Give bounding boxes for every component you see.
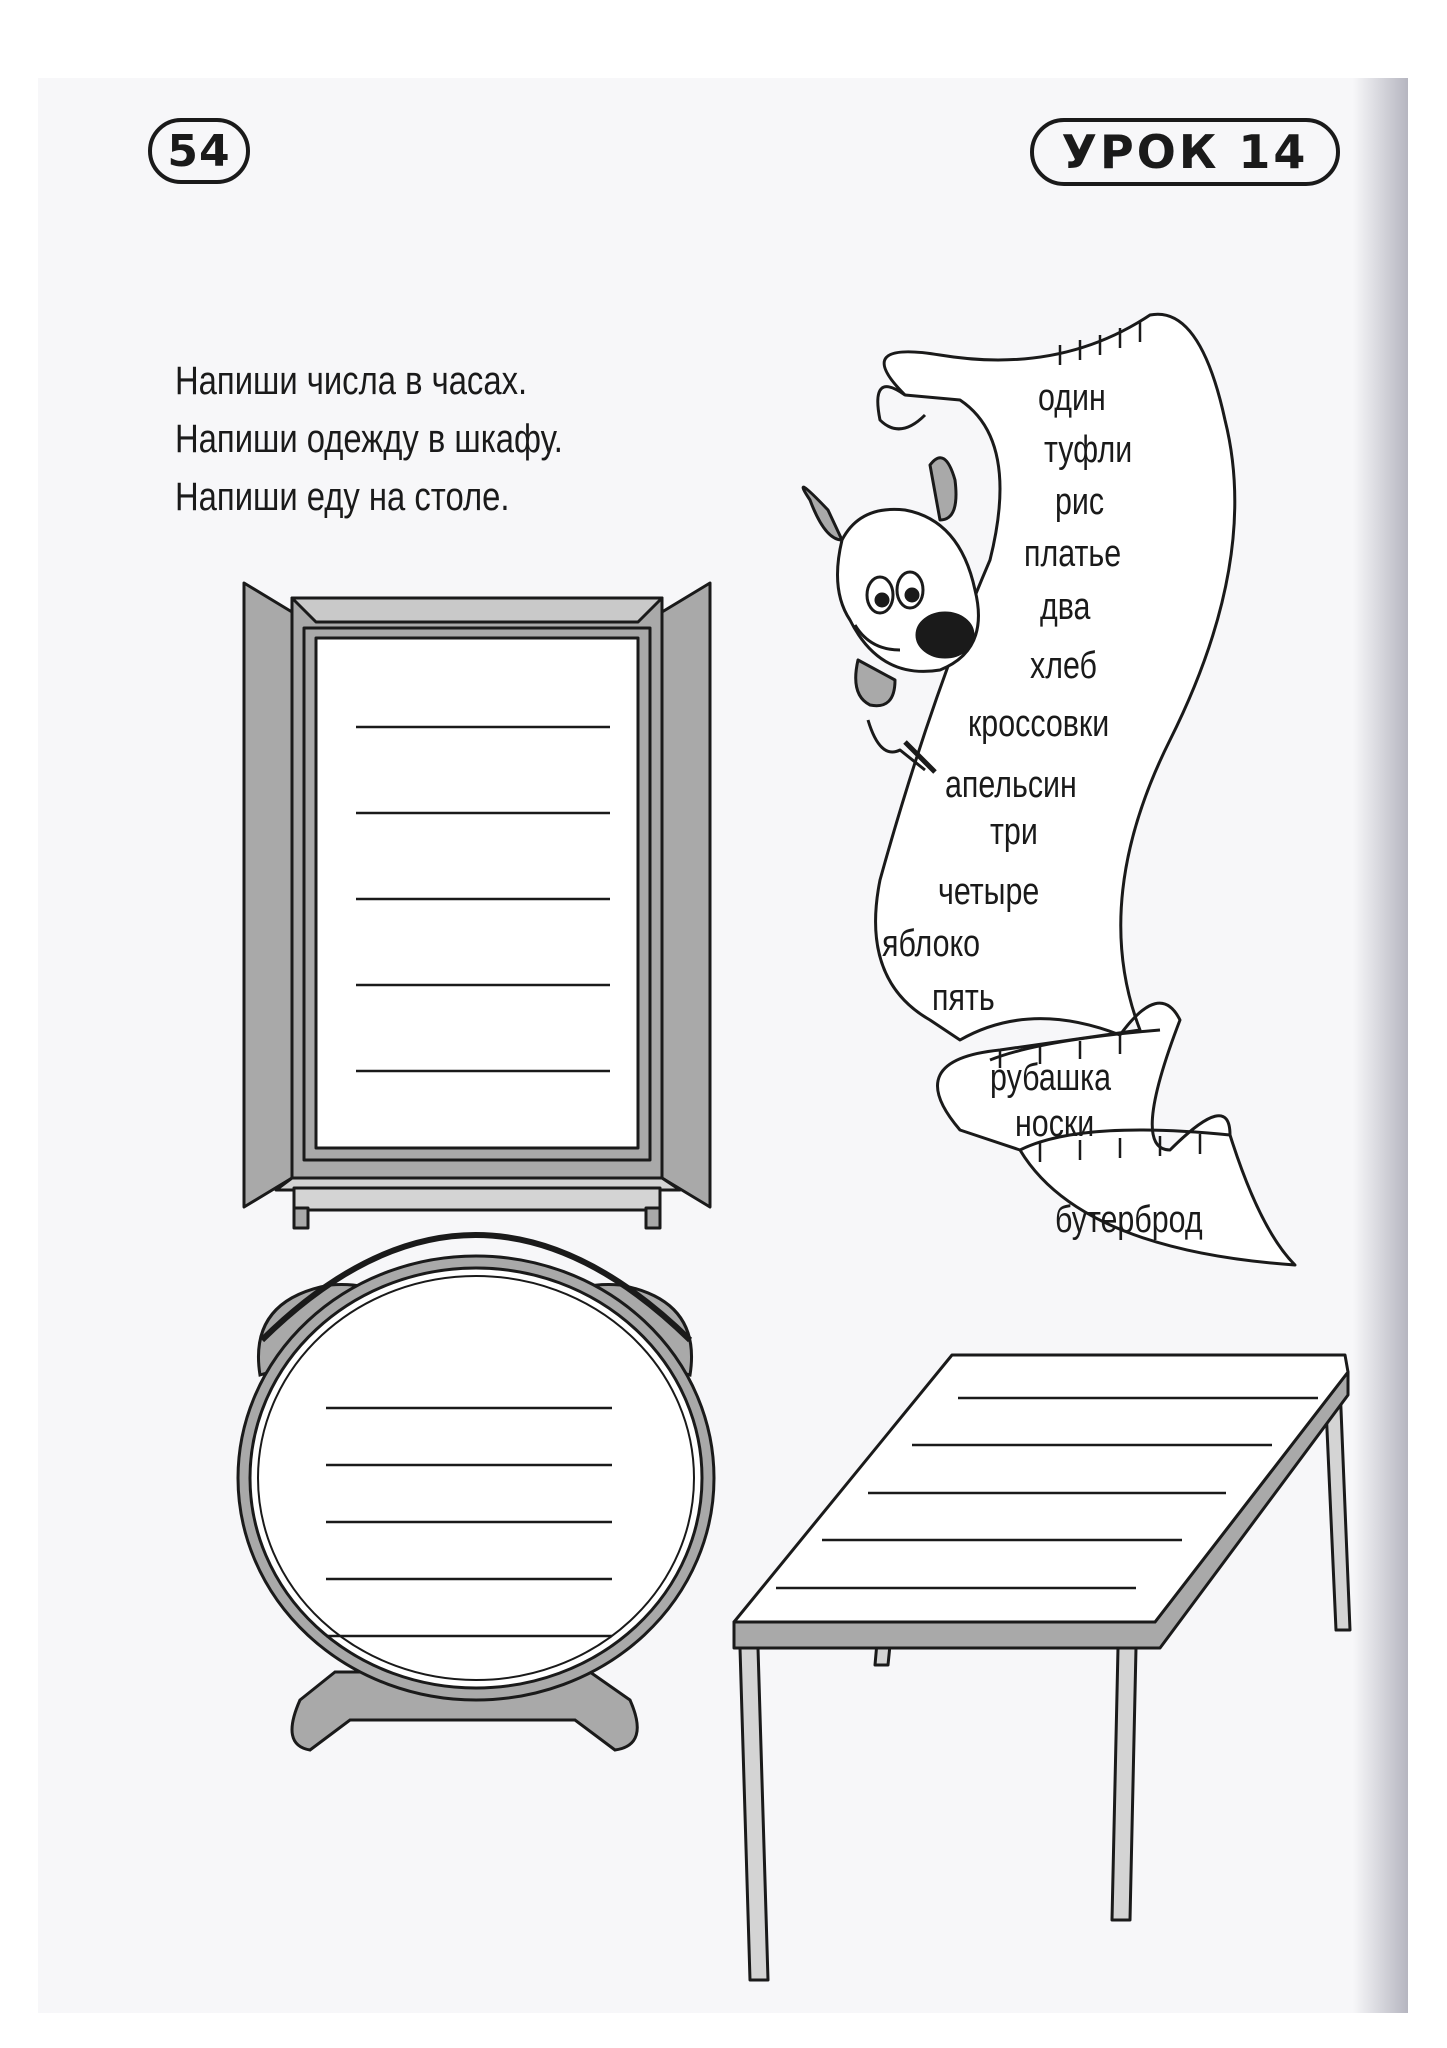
alarm-clock-icon (238, 1235, 714, 1750)
scroll-word: кроссовки (968, 703, 1110, 745)
scroll-word: рис (1055, 481, 1105, 523)
scroll-word: апельсин (945, 764, 1077, 806)
scroll-word: два (1040, 586, 1091, 628)
scroll-word: три (990, 811, 1038, 853)
scroll-word: носки (1015, 1103, 1095, 1145)
scroll-word: туфли (1044, 429, 1133, 471)
page-number-badge: 54 (148, 118, 250, 184)
scroll-word: один (1038, 377, 1106, 419)
scroll-word: бутерброд (1055, 1199, 1203, 1241)
wardrobe-icon (244, 583, 710, 1228)
scroll-word: четыре (938, 871, 1040, 913)
instruction-clock: Напиши числа в часах. (175, 359, 528, 403)
scroll-word: яблоко (882, 923, 981, 965)
scroll-word: хлеб (1030, 645, 1097, 687)
scroll-word: пять (932, 977, 995, 1019)
scroll-word: рубашка (990, 1057, 1111, 1099)
scroll-word: платье (1024, 533, 1122, 575)
lesson-badge: УРОК 14 (1030, 118, 1340, 186)
table-icon (734, 1355, 1350, 1980)
instruction-wardrobe: Напиши одежду в шкафу. (175, 417, 563, 461)
instruction-table: Напиши еду на столе. (175, 475, 510, 519)
